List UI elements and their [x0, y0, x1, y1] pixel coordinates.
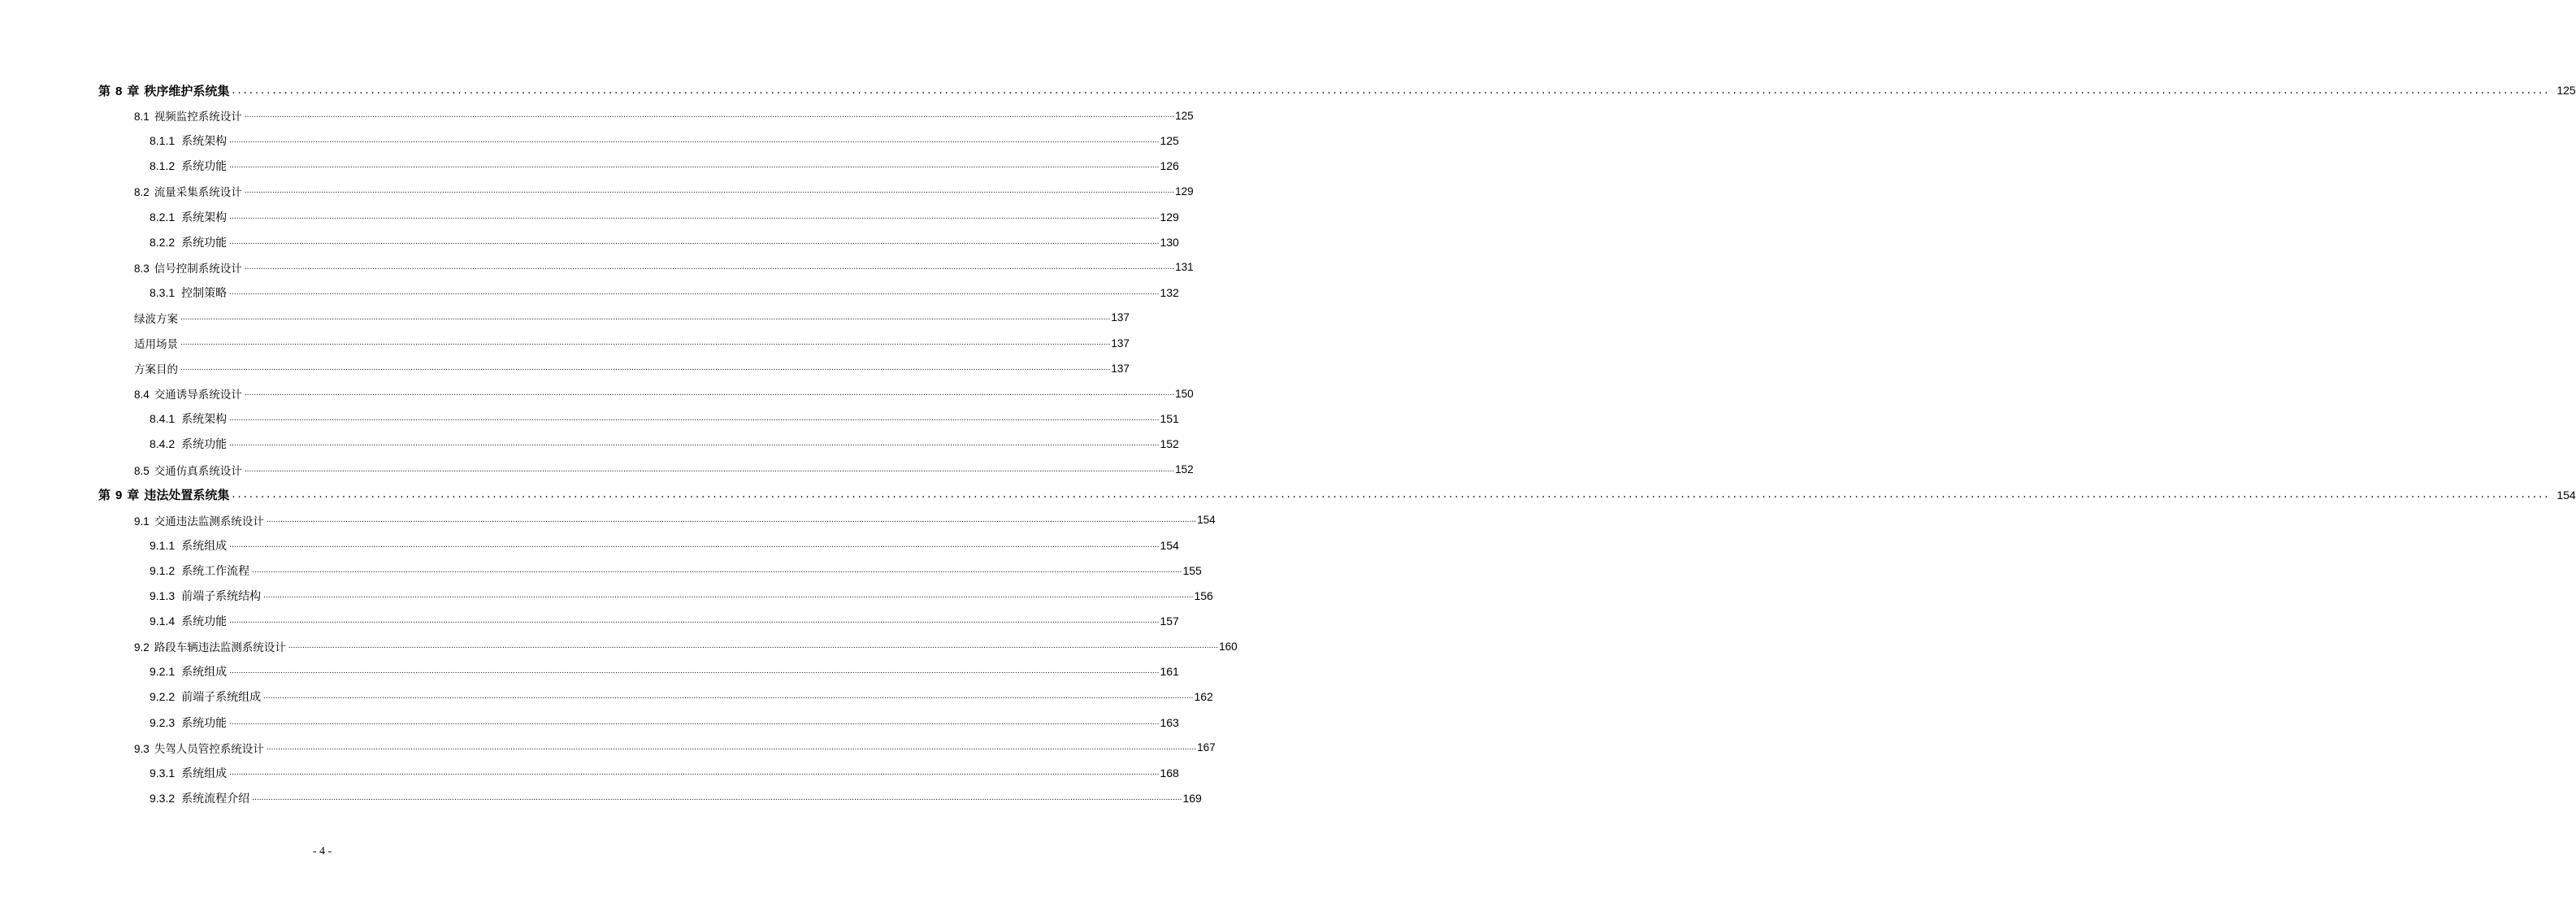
toc-page-number: 163 [1160, 715, 1179, 729]
toc-entry-number: 9.1.3 [150, 589, 176, 602]
toc-entry-title: 前端子系统组成 [181, 691, 262, 705]
toc-entry-title: 违法处置系统集 [144, 488, 230, 503]
toc-entry-title: 系统功能 [181, 615, 228, 629]
toc-page-number: 157 [1160, 615, 1179, 628]
toc-page-number: 125 [1175, 109, 1194, 122]
toc-leader-dots: ................................................................................................................................................................................................................................................................................................................................................................................................................ [266, 743, 1197, 752]
toc-entry-number: 9.1.1 [150, 538, 176, 552]
toc-entry-label [98, 486, 229, 503]
toc-page-number: 131 [1175, 261, 1194, 274]
toc-leader-dots: ................................................................................................................................................................................................................................................................................................................................................................................................................ [252, 793, 1182, 802]
toc-page-number: 169 [1182, 791, 1202, 805]
toc-entry-label [98, 82, 229, 99]
toc-chapter-suffix: 章 [127, 83, 140, 98]
toc-page-number: 125 [1160, 134, 1179, 148]
toc-page-number: 152 [1160, 437, 1179, 451]
toc-entry-title: 适用场景 [134, 338, 178, 351]
toc-entry-label [134, 462, 242, 478]
toc-entry[interactable] [150, 612, 1179, 630]
toc-leader-dots: ................................................................................................................................................................................................................................................................................................................................................................................................................ [252, 566, 1182, 575]
toc-leader-dots: ................................................................................................................................................................................................................................................................................................................................................................................................................ [244, 389, 1175, 398]
toc-entry[interactable] [150, 284, 1179, 302]
toc-entry[interactable] [150, 435, 1179, 453]
toc-entry-title: 秩序维护系统集 [144, 83, 230, 98]
toc-page-number: 155 [1182, 563, 1202, 577]
toc-entry[interactable] [150, 536, 1179, 554]
toc-page-number: 129 [1160, 210, 1179, 224]
toc-page-number: 126 [1160, 159, 1179, 173]
toc-page-number: 160 [1219, 640, 1238, 653]
toc-leader-dots: ................................................................................................................................................................................................................................................................................................................................................................................................................ [229, 440, 1160, 449]
toc-leader-dots: ................................................................................................................................................................................................................................................................................................................................................................................................................ [229, 288, 1160, 297]
toc-entry-label [150, 688, 261, 705]
toc-leader-dots: ................................................................................................................................................................................................................................................................................................................................................................................................................ [229, 541, 1160, 549]
toc-page-number: 125 [2556, 84, 2576, 97]
toc-entry-title: 失驾人员管控系统设计 [154, 742, 264, 756]
toc-leader-dots: ................................................................................................................................................................................................................................................................................................................................................................................................................ [263, 693, 1194, 701]
toc-entry-number: 9.3.1 [150, 766, 176, 780]
toc-entry-title: 系统组成 [181, 539, 228, 553]
toc-entry-title: 系统功能 [181, 236, 228, 250]
toc-entry-title: 交通违法监测系统设计 [154, 515, 264, 528]
toc-page-number: 161 [1160, 665, 1179, 679]
toc-leader-dots: ................................................................................................................................................................................................................................................................................................................................................................................................................ [244, 465, 1175, 474]
toc-entry-label [150, 436, 227, 452]
toc-entry-label [150, 714, 227, 731]
toc-leader-dots: ................................................................................................................................................................................................................................................................................................................................................................................................................ [180, 339, 1111, 347]
toc-page-number: 151 [1160, 412, 1179, 426]
toc-entry-title: 交通诱导系统设计 [154, 389, 242, 402]
toc-page-number: 162 [1194, 690, 1213, 704]
toc-entry[interactable] [150, 157, 1179, 175]
toc-page-number: 168 [1160, 766, 1179, 780]
toc-entry[interactable] [134, 739, 1216, 757]
toc-entry-number: 9.2 [134, 641, 150, 654]
toc-entry-label [134, 360, 178, 376]
toc-leader-dots: ................................................................................................................................................................................................................................................................................................................................................................................................................ [180, 313, 1111, 322]
toc-leader-dots: ................................................................................................................................................................................................................................................................................................................................................................................................................ [266, 515, 1197, 524]
toc-page-number: 167 [1197, 741, 1216, 754]
toc-entry-title: 系统组成 [181, 767, 228, 780]
toc-leader-dots: ................................................................................................................................................................................................................................................................................................................................................................................................................ [229, 237, 1160, 246]
toc-chapter-entry[interactable] [98, 81, 2576, 99]
page-number: - 4 - [312, 845, 332, 858]
toc-entry-label [150, 663, 227, 680]
toc-page-number: 132 [1160, 285, 1179, 299]
toc-entry-title: 前端子系统结构 [181, 590, 262, 603]
toc-leader-dots: ................................................................................................................................................................................................................................................................................................................................................................................................................ [229, 617, 1160, 626]
toc-entry-title: 方案目的 [134, 363, 178, 377]
toc-entry-number: 8.4.1 [150, 412, 176, 426]
toc-entry-number: 8.4 [134, 389, 150, 402]
toc-entry-label [150, 588, 261, 604]
toc-entry-title: 系统组成 [181, 666, 228, 680]
toc-entry-number: 8.4.2 [150, 437, 176, 451]
toc-entry-title: 视频监控系统设计 [154, 111, 242, 124]
toc-entry-label [150, 209, 227, 225]
toc-entry[interactable] [134, 106, 1194, 124]
toc-entry-title: 系统功能 [181, 160, 228, 174]
toc-entry[interactable] [150, 688, 1213, 706]
toc-entry-title: 系统功能 [181, 716, 228, 730]
toc-entry-label [134, 259, 242, 276]
toc-entry-title: 路段车辆违法监测系统设计 [154, 641, 286, 655]
toc-page-number: 154 [2556, 488, 2576, 502]
toc-page-number: 137 [1111, 362, 1130, 375]
toc-entry-number: 8.3 [134, 262, 150, 275]
toc-entry-number: 8.3.1 [150, 285, 176, 299]
toc-leader-dots: ................................................................................................................................................................................................................................................................................................................................................................................................................ [263, 592, 1194, 600]
toc-entry-number: 9.2.2 [150, 690, 176, 704]
toc-entry-label [150, 284, 227, 301]
toc-leader-dots: ................................................................................................................................................................................................................................................................................................................................................................................................................ [229, 415, 1160, 423]
toc-entry-number: 8.2.2 [150, 235, 176, 249]
toc-chapter-prefix: 第 [98, 488, 111, 503]
toc-entry[interactable] [150, 410, 1179, 428]
toc-leader-dots: ................................................................................................................................................................................................................................................................................................................................................................................................................ [229, 162, 1160, 171]
toc-entry-label [150, 132, 227, 149]
toc-leader-dots: ................................................................................................................................................................................................................................................................................................................................................................................................................ [244, 187, 1175, 196]
toc-entry[interactable] [150, 208, 1179, 226]
toc-entry-number: 9.3.2 [150, 791, 176, 805]
toc-entry-label [134, 107, 242, 124]
toc-entry[interactable] [150, 233, 1179, 251]
toc-entry-label [134, 385, 242, 402]
toc-page-number: 154 [1160, 538, 1179, 552]
toc-entry[interactable] [134, 511, 1216, 529]
toc-leader-dots: ................................................................................................................................................................................................................................................................................................................................................................................................................ [288, 642, 1219, 651]
toc-entry-label [150, 790, 249, 806]
toc-page-number: 129 [1175, 185, 1194, 198]
toc-entry-label [150, 765, 227, 781]
toc-page-number: 130 [1160, 235, 1179, 249]
toc-entry[interactable] [150, 764, 1179, 782]
toc-entry-title: 系统功能 [181, 438, 228, 452]
toc-leader-dots: ................................................................................................................................................................................................................................................................................................................................................................................................................ [180, 364, 1111, 373]
toc-page-number: 150 [1175, 387, 1194, 400]
toc-leader-dots: ................................................................................................................................................................................................................................................................................................................................................................................................................ [232, 84, 2551, 97]
toc-entry[interactable] [134, 359, 1130, 377]
toc-chapter-prefix: 第 [98, 83, 111, 98]
toc-leader-dots: ................................................................................................................................................................................................................................................................................................................................................................................................................ [229, 667, 1160, 676]
toc-leader-dots: ................................................................................................................................................................................................................................................................................................................................................................................................................ [229, 137, 1160, 145]
toc-entry[interactable] [134, 258, 1194, 276]
toc-entry-title: 信号控制系统设计 [154, 262, 242, 276]
toc-entry-number: 8.1.2 [150, 159, 176, 173]
toc-entry-label [134, 638, 286, 654]
toc-entry-title: 系统架构 [181, 211, 228, 224]
toc-entry-title: 系统工作流程 [181, 564, 250, 578]
toc-page-number: 154 [1197, 514, 1216, 527]
toc-entry-label [150, 537, 227, 554]
toc-chapter-suffix: 章 [127, 488, 140, 503]
toc-entry-title: 控制策略 [181, 286, 228, 300]
toc-entry-title: 流量采集系统设计 [154, 186, 242, 200]
toc-entry-number: 9 [115, 489, 123, 503]
toc-entry-label [150, 613, 227, 629]
toc-entry-label [134, 310, 178, 326]
toc-entry[interactable] [134, 182, 1194, 200]
toc-entry-number: 8.1.1 [150, 134, 176, 148]
toc-entry-number: 8.1 [134, 111, 150, 124]
toc-entry-number: 9.1.4 [150, 615, 176, 628]
toc-entry-number: 9.3 [134, 742, 150, 755]
toc-entry[interactable] [134, 384, 1194, 402]
toc-entry[interactable] [150, 562, 1202, 580]
toc-entry-title: 系统流程介绍 [181, 792, 250, 806]
toc-entry-title: 系统架构 [181, 135, 228, 149]
toc-entry-label [150, 234, 227, 250]
toc-entry-number: 9.1 [134, 515, 150, 528]
toc-entry[interactable] [134, 334, 1130, 352]
toc-entry[interactable] [150, 132, 1179, 150]
toc-page-number: 137 [1111, 337, 1130, 350]
toc-entry-label [150, 410, 227, 427]
toc-page-number: 137 [1111, 311, 1130, 324]
toc-entry-label [134, 512, 264, 528]
toc-leader-dots: ................................................................................................................................................................................................................................................................................................................................................................................................................ [232, 489, 2551, 502]
toc-leader-dots: ................................................................................................................................................................................................................................................................................................................................................................................................................ [244, 263, 1175, 271]
toc-entry-label [150, 158, 227, 174]
toc-entry-label [134, 183, 242, 199]
toc-entry[interactable] [150, 789, 1202, 807]
toc-page-number: 152 [1175, 463, 1194, 476]
toc-leader-dots: ................................................................................................................................................................................................................................................................................................................................................................................................................ [244, 111, 1175, 120]
toc-entry[interactable] [134, 309, 1130, 327]
toc-entry-title: 交通仿真系统设计 [154, 464, 242, 478]
toc-entry-number: 8.2 [134, 186, 150, 199]
toc-entry-number: 8.5 [134, 464, 150, 477]
toc-leader-dots: ................................................................................................................................................................................................................................................................................................................................................................................................................ [229, 212, 1160, 221]
toc-entry-label [134, 740, 264, 756]
toc-entry[interactable] [150, 587, 1213, 605]
toc-entry[interactable] [150, 662, 1179, 680]
toc-entry-number: 8.2.1 [150, 210, 176, 224]
toc-leader-dots: ................................................................................................................................................................................................................................................................................................................................................................................................................ [229, 718, 1160, 727]
toc-entry-label [150, 562, 249, 579]
toc-chapter-entry[interactable] [98, 486, 2576, 504]
toc-entry-title: 绿波方案 [134, 312, 178, 326]
toc-entry-number: 8 [115, 84, 123, 98]
toc-entry-number: 9.2.1 [150, 665, 176, 679]
toc-entry[interactable] [134, 461, 1194, 479]
toc-leader-dots: ................................................................................................................................................................................................................................................................................................................................................................................................................ [229, 768, 1160, 777]
toc-entry-title: 系统架构 [181, 413, 228, 427]
toc-entry[interactable] [134, 637, 1238, 655]
toc-entry-number: 9.2.3 [150, 715, 176, 729]
toc-entry-number: 9.1.2 [150, 563, 176, 577]
toc-entry-label [134, 335, 178, 351]
toc-page-number: 156 [1194, 589, 1213, 602]
toc-entry[interactable] [150, 714, 1179, 732]
